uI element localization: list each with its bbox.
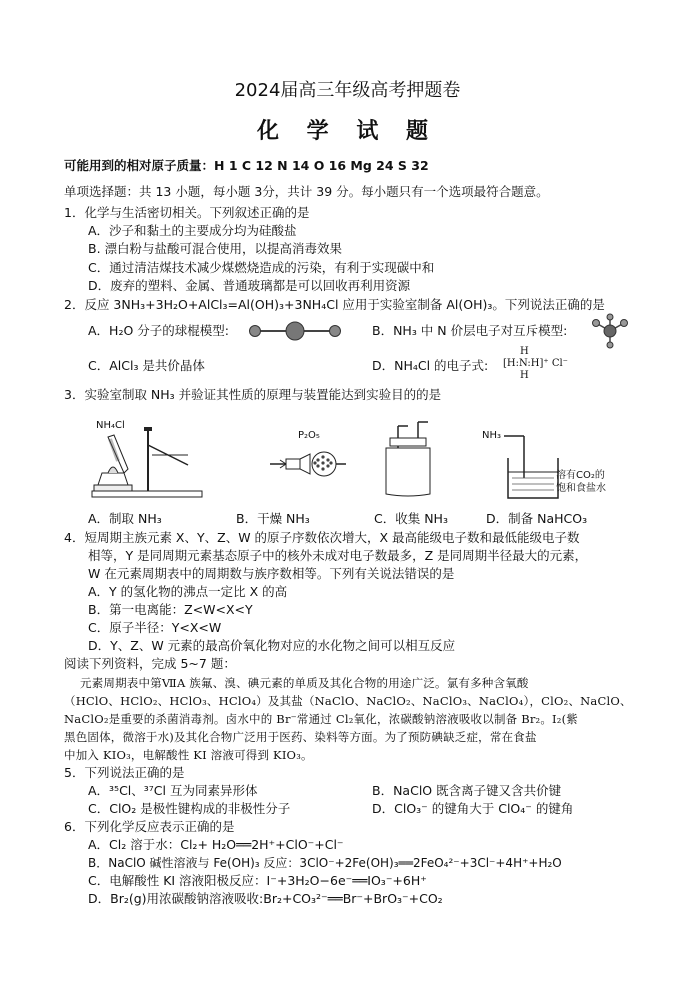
nh4cl-electron-bot: H: [520, 370, 529, 381]
label-nh3: NH₃: [482, 430, 502, 441]
q5-option-c: C．ClO₂ 是极性键构成的非极性分子: [88, 801, 291, 816]
q1-option-b: B. 漂白粉与盐酸可混合使用，以提高消毒效果: [88, 241, 343, 256]
apparatus-c-collecting: [378, 420, 438, 500]
q5-option-b: B．NaClO 既含离子键又含共价键: [372, 783, 562, 798]
q1-option-a: A．沙子和黏土的主要成分均为硅酸盐: [88, 223, 297, 238]
section-intro: 单项选择题：共 13 小题，每小题 3分，共计 39 分。每小题只有一个选项最符合题意。: [64, 184, 549, 199]
q3-option-b: B．干燥 NH₃: [236, 511, 310, 526]
label-p2o5: P₂O₅: [298, 430, 320, 441]
q5-stem: 5．下列说法正确的是: [64, 765, 185, 780]
subject-title: 化 学 试 题: [257, 118, 438, 144]
q1-option-d: D．废弃的塑料、金属、普通玻璃都是可以回收再利用资源: [88, 278, 411, 293]
q3-option-c: C．收集 NH₃: [374, 511, 448, 526]
water-ball-stick-model: [245, 320, 345, 344]
label-solution-1: 溶有CO₂的: [556, 470, 605, 481]
reading-line-4: 黑色固体，微溶于水)及其化合物广泛用于医药、染料等方面。为了预防碘缺乏症，常在食盐: [64, 730, 537, 744]
nh4cl-electron-top: H: [520, 346, 529, 357]
q3-stem: 3．实验室制取 NH₃ 并验证其性质的原理与装置能达到实验目的的是: [64, 387, 442, 402]
apparatus-a-heating: [88, 425, 208, 505]
q2-option-d: D．NH₄Cl 的电子式:: [372, 358, 489, 373]
exam-title: 2024届高三年级高考押题卷: [234, 80, 461, 101]
q2-option-c: C．AlCl₃ 是共价晶体: [88, 358, 205, 373]
q2-option-a: A．H₂O 分子的球棍模型:: [88, 323, 229, 338]
vsepr-model: [590, 313, 630, 349]
q1-stem: 1．化学与生活密切相关。下列叙述正确的是: [64, 205, 310, 220]
q4-stem-3: W 在元素周期表中的周期数与族序数相等。下列有关说法错误的是: [88, 566, 455, 581]
atomic-masses: 可能用到的相对原子质量：H 1 C 12 N 14 O 16 Mg 24 S 32: [64, 158, 429, 173]
q4-option-d: D．Y、Z、W 元素的最高价氧化物对应的水化物之间可以相互反应: [88, 638, 456, 653]
q3-option-a: A．制取 NH₃: [88, 511, 162, 526]
nh4cl-electron-mid: [H:N:H]⁺ Cl⁻: [503, 358, 568, 369]
q6-option-b: B．NaClO 碱性溶液与 Fe(OH)₃ 反应：3ClO⁻+2Fe(OH)₃══2FeO₄²⁻+3Cl⁻+4H⁺+H₂O: [88, 856, 562, 870]
reading-line-2: （HClO、HClO₂、HClO₃、HClO₄）及其盐（NaClO、NaClO₂、NaClO₃、NaClO₄），ClO₂、NaClO、: [64, 694, 632, 708]
reading-line-1: 元素周期表中第ⅦA 族氟、溴、碘元素的单质及其化合物的用途广泛。氯有多种含氧酸: [80, 676, 529, 690]
q6-stem: 6．下列化学反应表示正确的是: [64, 819, 235, 834]
q2-option-b: B．NH₃ 中 N 价层电子对互斥模型:: [372, 323, 568, 338]
q1-option-c: C．通过清洁煤技术减少煤燃烧造成的污染，有利于实现碳中和: [88, 260, 435, 275]
q2-stem: 2．反应 3NH₃+3H₂O+AlCl₃=Al(OH)₃+3NH₄Cl 应用于实验室制备 Al(OH)₃。下列说法正确的是: [64, 297, 605, 312]
q4-stem-1: 4．短周期主族元素 X、Y、Z、W 的原子序数依次增大，X 最高能级电子数和最低能级电子数: [64, 530, 580, 545]
q4-stem-2: 相等，Y 是同周期元素基态原子中的核外未成对电子数最多，Z 是同周期半径最大的元素，: [88, 548, 588, 563]
apparatus-b-drying: [268, 446, 348, 482]
q6-option-c: C．电解酸性 KI 溶液阳极反应：I⁻+3H₂O−6e⁻══IO₃⁻+6H⁺: [88, 873, 427, 888]
q4-option-b: B．第一电离能：Z<W<X<Y: [88, 602, 253, 617]
q4-option-a: A．Y 的氢化物的沸点一定比 X 的高: [88, 584, 288, 599]
q4-option-c: C．原子半径：Y<X<W: [88, 620, 222, 635]
reading-intro: 阅读下列资料，完成 5~7 题：: [64, 656, 236, 671]
q6-option-d: D．Br₂(g)用浓碳酸钠溶液吸收:Br₂+CO₃²⁻══Br⁻+BrO₃⁻+CO₂: [88, 891, 443, 906]
q5-option-a: A．³⁵Cl、³⁷Cl 互为同素异形体: [88, 783, 258, 798]
q5-option-d: D．ClO₃⁻ 的键角大于 ClO₄⁻ 的键角: [372, 801, 574, 816]
q6-option-a: A．Cl₂ 溶于水：Cl₂+ H₂O══2H⁺+ClO⁻+Cl⁻: [88, 837, 344, 852]
label-nh4cl: NH₄Cl: [96, 420, 125, 431]
label-solution-2: 饱和食盐水: [556, 483, 606, 494]
q3-option-d: D．制备 NaHCO₃: [486, 511, 588, 526]
reading-line-5: 中加入 KIO₃，电解酸性 KI 溶液可得到 KIO₃。: [64, 748, 313, 762]
reading-line-3: NaClO₂是重要的杀菌消毒剂。卤水中的 Br⁻常通过 Cl₂氧化，浓碳酸钠溶液吸收以制备 Br₂。I₂(紫: [64, 712, 578, 726]
